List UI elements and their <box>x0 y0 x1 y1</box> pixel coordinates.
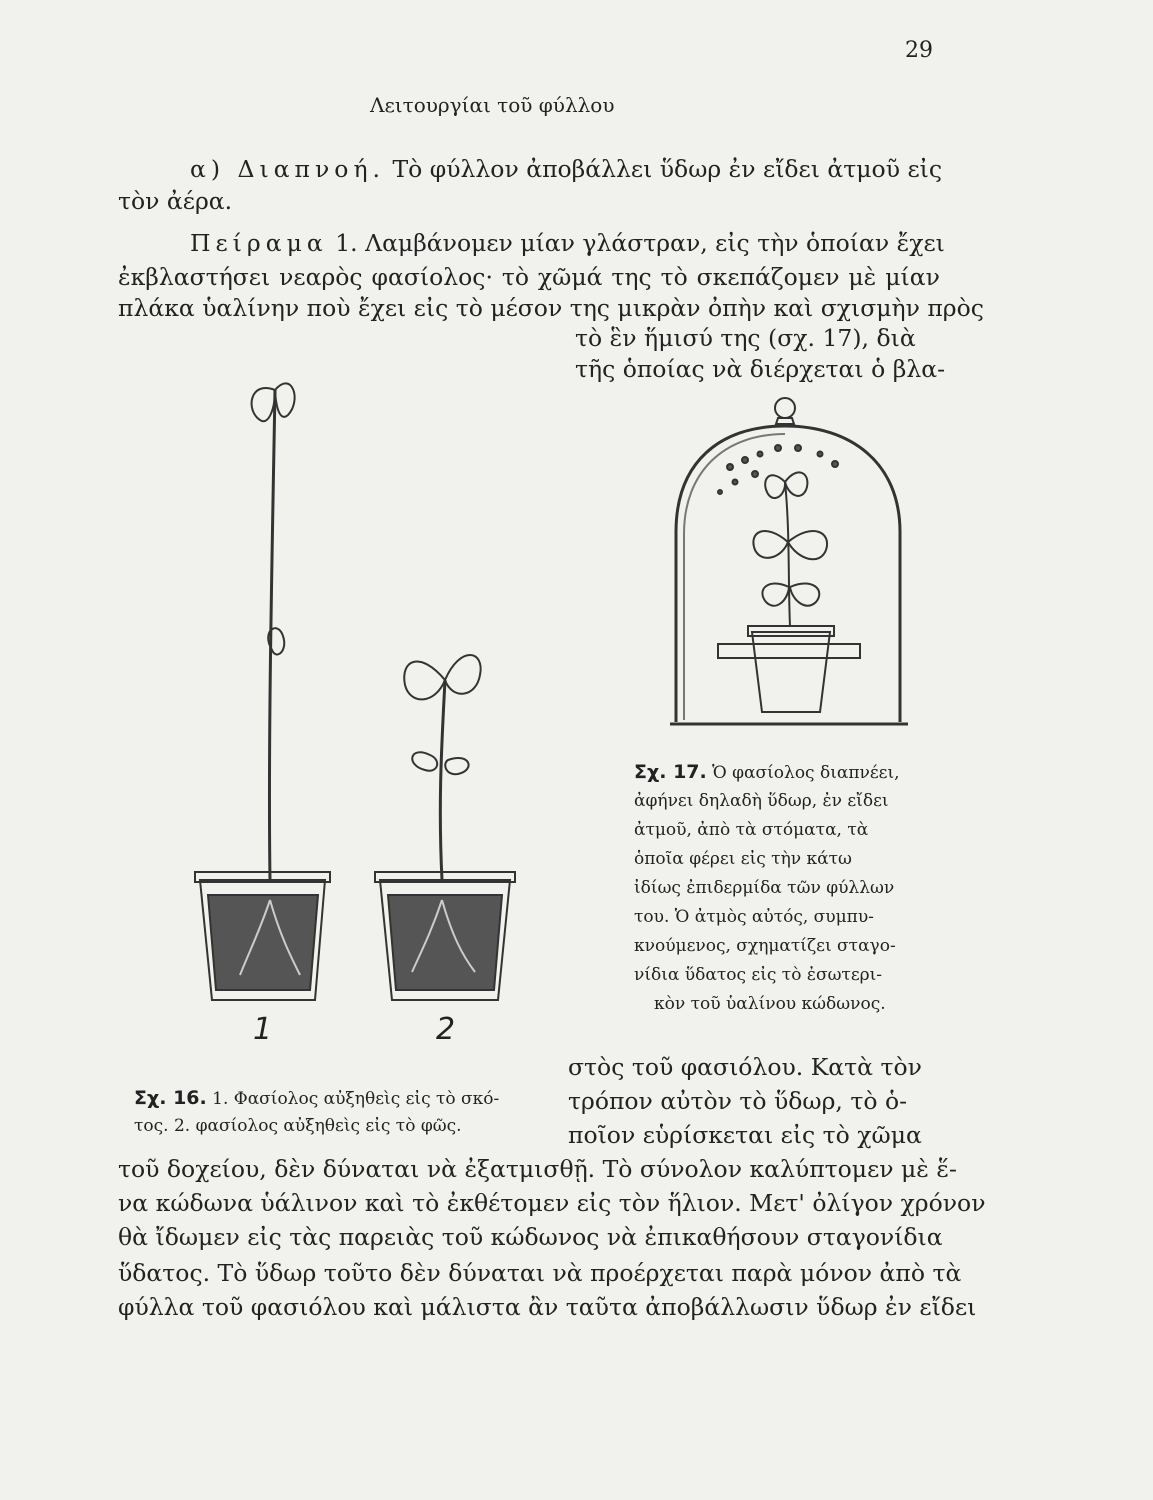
experiment-text: 1. Λαμβάνομεν μίαν γλάστραν, εἰς τὴν ὁποίαν ἔχει <box>335 229 945 257</box>
figure-16-caption-line1 <box>134 1086 499 1112</box>
experiment-line10: να κώδωνα ὑάλινον καὶ τὸ ἐκθέτομεν εἰς τὸν ἥλιον. Μετ' ὀλίγον χρόνον <box>118 1189 986 1217</box>
experiment-line13: φύλλα τοῦ φασιόλου καὶ μάλιστα ἂν ταῦτα ἀποβάλλωσιν ὕδωρ ἐν εἴδει <box>118 1293 977 1321</box>
figure-17-caption-line8: νίδια ὕδατος εἰς τὸ ἐσωτερι- <box>634 965 883 985</box>
figure-17-caption-line2: ἀφήνει δηλαδὴ ὕδωρ, ἐν εἴδει <box>634 791 889 811</box>
experiment-line2 <box>118 262 940 292</box>
experiment-line2-word: της <box>611 263 652 291</box>
figure-17-caption-line3: ἀτμοῦ, ἀπὸ τὰ στόματα, τὰ <box>634 820 869 840</box>
section-a-line2: τὸν ἀέρα. <box>118 187 233 215</box>
figure-16-caption-text1: 1. Φασίολος αὐξηθεὶς εἰς τὸ σκό- <box>212 1089 500 1109</box>
figure-17-caption-line9: κὸν τοῦ ὑαλίνου κώδωνος. <box>654 994 886 1014</box>
figure-17-caption-line1 <box>634 760 900 786</box>
figure-17-caption-text1: Ὁ φασίολος διαπνέει, <box>712 763 900 783</box>
experiment-line12: ὕδατος. Τὸ ὕδωρ τοῦτο δὲν δύναται νὰ προέρχεται παρὰ μόνον ἀπὸ τὰ <box>118 1259 962 1287</box>
experiment-line2-word: τὸ <box>660 263 688 291</box>
experiment-line11: θὰ ἴδωμεν εἰς τὰς παρειὰς τοῦ κώδωνος νὰ ἐπικαθήσουν σταγονίδια <box>118 1223 943 1251</box>
section-a-text: Τὸ φύλλον ἀποβάλλει ὕδωρ ἐν εἴδει ἀτμοῦ εἰς <box>392 155 943 183</box>
experiment-line2-word: ἐκβλαστήσει <box>118 263 271 291</box>
section-a-line1 <box>190 154 942 184</box>
figure-17-caption-line5: ἰδίως ἐπιδερμίδα τῶν φύλλων <box>634 878 895 898</box>
experiment-line6: στὸς τοῦ φασιόλου. Κατὰ τὸν <box>568 1053 922 1081</box>
experiment-line2-word: τὸ <box>501 263 529 291</box>
experiment-line2-word: μὲ <box>848 263 877 291</box>
section-title: Λειτουργίαι τοῦ φύλλου <box>370 93 615 117</box>
experiment-line2-word: νεαρὸς <box>279 263 363 291</box>
figure-17-illustration <box>660 382 960 742</box>
figure-16-label-1: 1 <box>253 1012 273 1047</box>
page-number: 29 <box>905 38 933 63</box>
figure-16-label-2: 2 <box>436 1012 456 1047</box>
figure-17-caption-line4: ὁποῖα φέρει εἰς τὴν κάτω <box>634 849 852 869</box>
experiment-line3: πλάκα ὑαλίνην ποὺ ἔχει εἰς τὸ μέσον της μικρὰν ὀπὴν καὶ σχισμὴν πρὸς <box>118 294 984 322</box>
experiment-line2-word: σκεπάζομεν <box>696 263 840 291</box>
experiment-line2-word: χῶμά <box>537 263 603 291</box>
figure-16-caption-line2: τος. 2. φασίολος αὐξηθεὶς εἰς τὸ φῶς. <box>134 1116 462 1136</box>
experiment-line2-word: φασίολος· <box>371 263 493 291</box>
experiment-label: Πείραμα <box>190 229 328 257</box>
experiment-line8: ποῖον εὑρίσκεται εἰς τὸ χῶμα <box>568 1121 922 1149</box>
section-a-label: α) Διαπνοή. <box>190 155 385 183</box>
experiment-line4: τὸ ἓν ἥμισύ της (σχ. 17), διὰ <box>575 324 916 352</box>
figure-17-caption-line6: του. Ὁ ἀτμὸς αὐτός, συμπυ- <box>634 907 874 927</box>
experiment-line1 <box>190 228 945 258</box>
figure-17-caption-label: Σχ. 17. <box>634 761 707 783</box>
experiment-line9: τοῦ δοχείου, δὲν δύναται νὰ ἐξατμισθῇ. Τὸ σύνολον καλύπτομεν μὲ ἕ- <box>118 1155 957 1183</box>
experiment-line7: τρόπον αὐτὸν τὸ ὕδωρ, τὸ ὁ- <box>568 1087 908 1115</box>
figure-16-caption-label: Σχ. 16. <box>134 1087 207 1109</box>
experiment-line5: τῆς ὁποίας νὰ διέρχεται ὁ βλα- <box>575 355 946 383</box>
experiment-line2-word: μίαν <box>885 263 940 291</box>
figure-17-caption-line7: κνούμενος, σχηματίζει σταγο- <box>634 936 896 956</box>
figure-16-illustration <box>180 360 530 1020</box>
